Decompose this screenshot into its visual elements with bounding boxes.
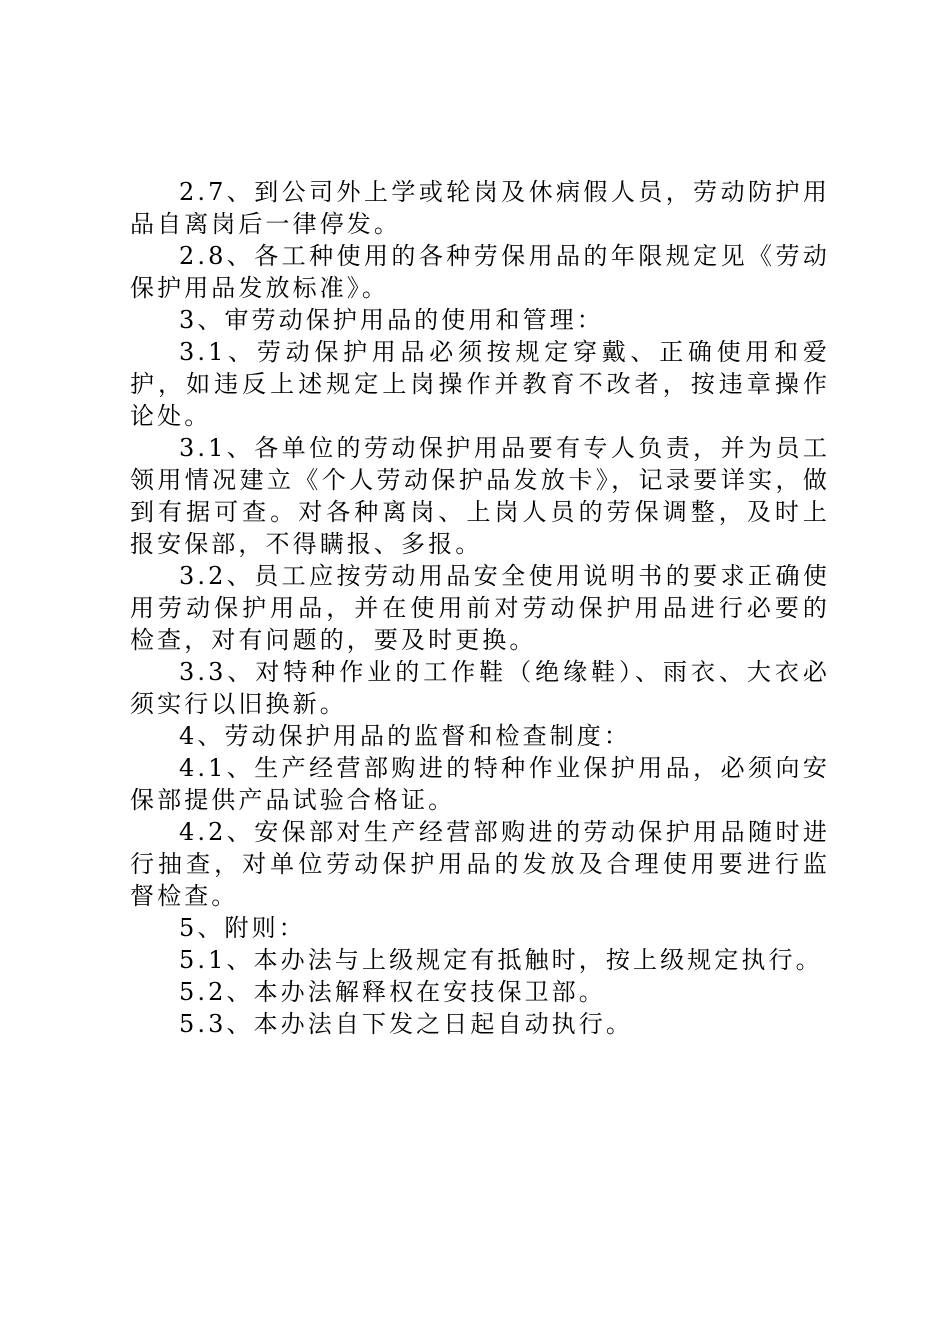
section-heading-3: 3、审劳动保护用品的使用和管理： — [179, 306, 604, 334]
document-body — [130, 176, 830, 1040]
section-heading-5: 5、附则： — [179, 914, 306, 942]
paragraph-5-3: 5.3、本办法自下发之日起自动执行。 — [179, 1010, 633, 1038]
paragraph-4-2: 4.2、安保部对生产经营部购进的劳动保护用品随时进行抽查，对单位劳动保护用品的发放及合理使用要进行监督检查。 — [130, 818, 830, 910]
paragraph-3-1-b: 3.1、各单位的劳动保护用品要有专人负责，并为员工领用情况建立《个人劳动保护品发放卡》，记录要详实，做到有据可查。对各种离岗、上岗人员的劳保调整，及时上报安保部，不得瞒报、多报。 — [130, 434, 830, 558]
paragraph-2-8: 2.8、各工种使用的各种劳保用品的年限规定见《劳动保护用品发放标准》。 — [130, 242, 830, 302]
section-heading-4: 4、劳动保护用品的监督和检查制度： — [179, 722, 631, 750]
paragraph-2-7: 2.7、到公司外上学或轮岗及休病假人员，劳动防护用品自离岗后一律停发。 — [130, 178, 830, 238]
paragraph-4-1: 4.1、生产经营部购进的特种作业保护用品，必须向安保部提供产品试验合格证。 — [130, 754, 830, 814]
paragraph-3-2: 3.2、员工应按劳动用品安全使用说明书的要求正确使用劳动保护用品，并在使用前对劳动保护用品进行必要的检查，对有问题的，要及时更换。 — [130, 562, 830, 654]
paragraph-3-1-a: 3.1、劳动保护用品必须按规定穿戴、正确使用和爱护，如违反上述规定上岗操作并教育不改者，按违章操作论处。 — [130, 338, 830, 430]
paragraph-5-1: 5.1、本办法与上级规定有抵触时，按上级规定执行。 — [179, 946, 823, 974]
paragraph-5-2: 5.2、本办法解释权在安技保卫部。 — [179, 978, 606, 1006]
paragraph-3-3: 3.3、对特种作业的工作鞋（绝缘鞋）、雨衣、大衣必须实行以旧换新。 — [130, 658, 830, 718]
